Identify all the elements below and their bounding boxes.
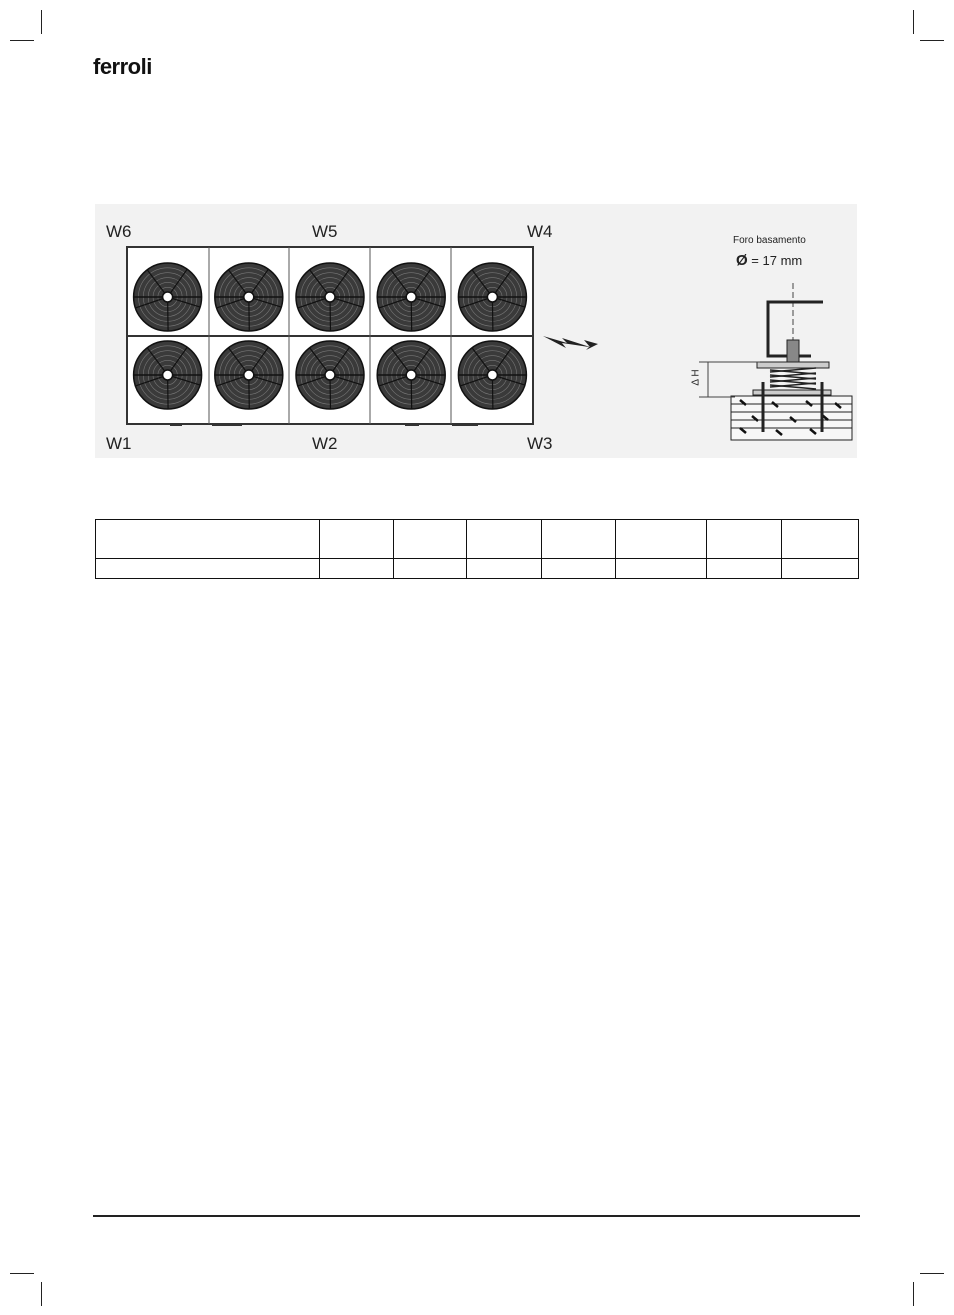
table-cell: [616, 520, 707, 559]
label-w1: W1: [106, 434, 132, 453]
fan-grille-icon: [377, 263, 445, 331]
fan-grille-icon: [134, 341, 202, 409]
foundation-hole-diameter: [736, 252, 802, 269]
power-entry-arrow: [543, 336, 598, 350]
table-cell: [467, 520, 542, 559]
fan-grille-icon: [458, 263, 526, 331]
diameter-value: = 17 mm: [751, 253, 803, 268]
weights-table: [95, 519, 859, 579]
fan-grille-icon: [296, 263, 364, 331]
table-cell: [393, 520, 467, 559]
table-cell: [96, 559, 320, 579]
fan-grille-icon: [296, 341, 364, 409]
fan-grille-icon: [215, 263, 283, 331]
label-w4: W4: [527, 222, 553, 241]
table-cell: [707, 559, 782, 579]
fan-grille-icon: [458, 341, 526, 409]
table-cell: [782, 559, 859, 579]
table-cell: [542, 559, 616, 579]
fan-grille-icon: [134, 263, 202, 331]
table-row: [96, 559, 859, 579]
fan-grille-icon: [377, 341, 445, 409]
table-cell: [707, 520, 782, 559]
table-cell: [467, 559, 542, 579]
label-w6: W6: [106, 222, 132, 241]
delta-h-label: Δ H: [690, 369, 702, 386]
table-cell: [616, 559, 707, 579]
table-cell: [542, 520, 616, 559]
label-w5: W5: [312, 222, 338, 241]
table-cell: [319, 520, 393, 559]
footer-rule: [93, 1215, 860, 1217]
table-cell: [393, 559, 467, 579]
table-header-row: [96, 520, 859, 559]
fan-grille-icon: [215, 341, 283, 409]
diameter-symbol: Ø: [736, 252, 748, 269]
table-cell: [96, 520, 320, 559]
label-w3: W3: [527, 434, 553, 453]
table-cell: [782, 520, 859, 559]
brand-logo: ferroli: [93, 54, 152, 79]
foundation-hole-title: Foro basamento: [733, 235, 806, 246]
anti-vibration-mount-detail: [699, 283, 852, 440]
table-cell: [319, 559, 393, 579]
label-w2: W2: [312, 434, 338, 453]
